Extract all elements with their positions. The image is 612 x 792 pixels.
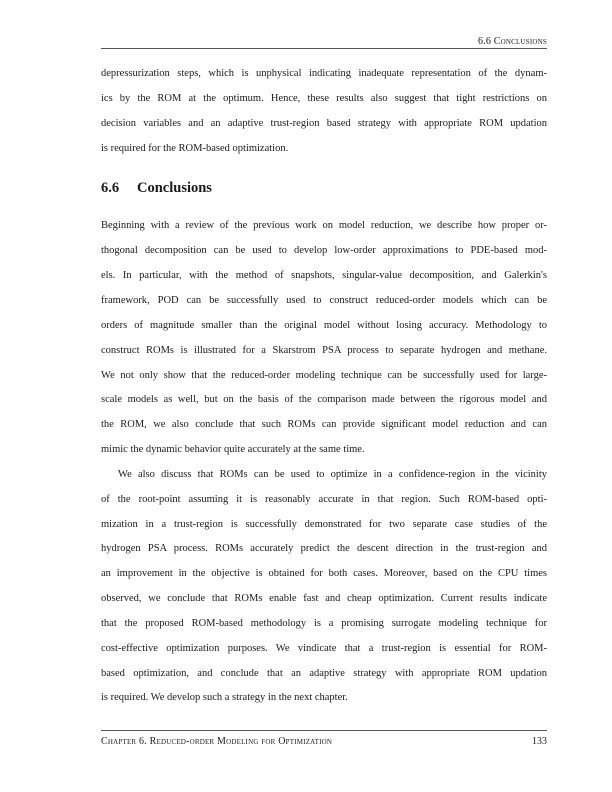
text-line: thogonal decomposition can be used to develop low-order approximations to PDE-based mod- [101,245,547,256]
text-line: based optimization, and conclude that an adaptive strategy with appropriate ROM updation [101,668,547,679]
text-line: We also discuss that ROMs can be used to optimize in a confidence-region in the vicinity [118,469,547,480]
text-line: ics by the ROM at the optimum. Hence, these results also suggest that tight restrictions on [101,93,547,104]
text-line: mization in a trust-region is successfully demonstrated for two separate case studies of the [101,519,547,530]
text-line: of the root-point assuming it is reasonably accurate in that region. Such ROM-based opti- [101,494,547,505]
text-line: an improvement in the objective is obtained for both cases. Moreover, based on the CPU times [101,568,547,579]
text-line: orders of magnitude smaller than the original model without losing accuracy. Methodology to [101,320,547,331]
footer-chapter-title: Chapter 6. Reduced-order Modeling for Optimization [101,736,333,747]
section-title: Conclusions [137,180,212,196]
text-line: observed, we conclude that ROMs enable fast and cheap optimization. Current results indicate [101,593,547,604]
text-line: els. In particular, with the method of snapshots, singular-value decomposition, and Galerkin's [101,270,547,281]
text-line: is required. We develop such a strategy in the next chapter. [101,692,348,703]
text-line: decision variables and an adaptive trust-region based strategy with appropriate ROM updation [101,118,547,129]
header-rule [101,48,547,49]
text-line: that the proposed ROM-based methodology is a promising surrogate modeling technique for [101,618,547,629]
text-line: depressurization steps, which is unphysical indicating inadequate representation of the dynam- [101,68,547,79]
section-number: 6.6 [101,180,120,196]
text-line: scale models as well, but on the basis of the comparison made between the rigorous model and [101,394,547,405]
page-number: 133 [532,736,547,747]
text-line: construct ROMs is illustrated for a Skarstrom PSA process to separate hydrogen and methane. [101,345,547,356]
text-line: the ROM, we also conclude that such ROMs can provide significant model reduction and can [101,419,547,430]
text-line: hydrogen PSA process. ROMs accurately predict the descent direction in the trust-region and [101,543,547,554]
text-line: mimic the dynamic behavior quite accurately at the same time. [101,444,365,455]
text-line: is required for the ROM-based optimization. [101,143,289,154]
text-line: We not only show that the reduced-order modeling technique can be successfully used for large- [101,370,547,381]
footer-rule [101,730,547,731]
text-line: Beginning with a review of the previous work on model reduction, we describe how proper or- [101,220,547,231]
text-line: cost-effective optimization purposes. We vindicate that a trust-region is essential for ROM- [101,643,547,654]
running-footer [101,736,547,748]
section-heading [101,180,212,197]
running-header-title: 6.6 Conclusions [477,36,547,47]
running-header [101,36,547,48]
text-line: framework, POD can be successfully used to construct reduced-order models which can be [101,295,547,306]
